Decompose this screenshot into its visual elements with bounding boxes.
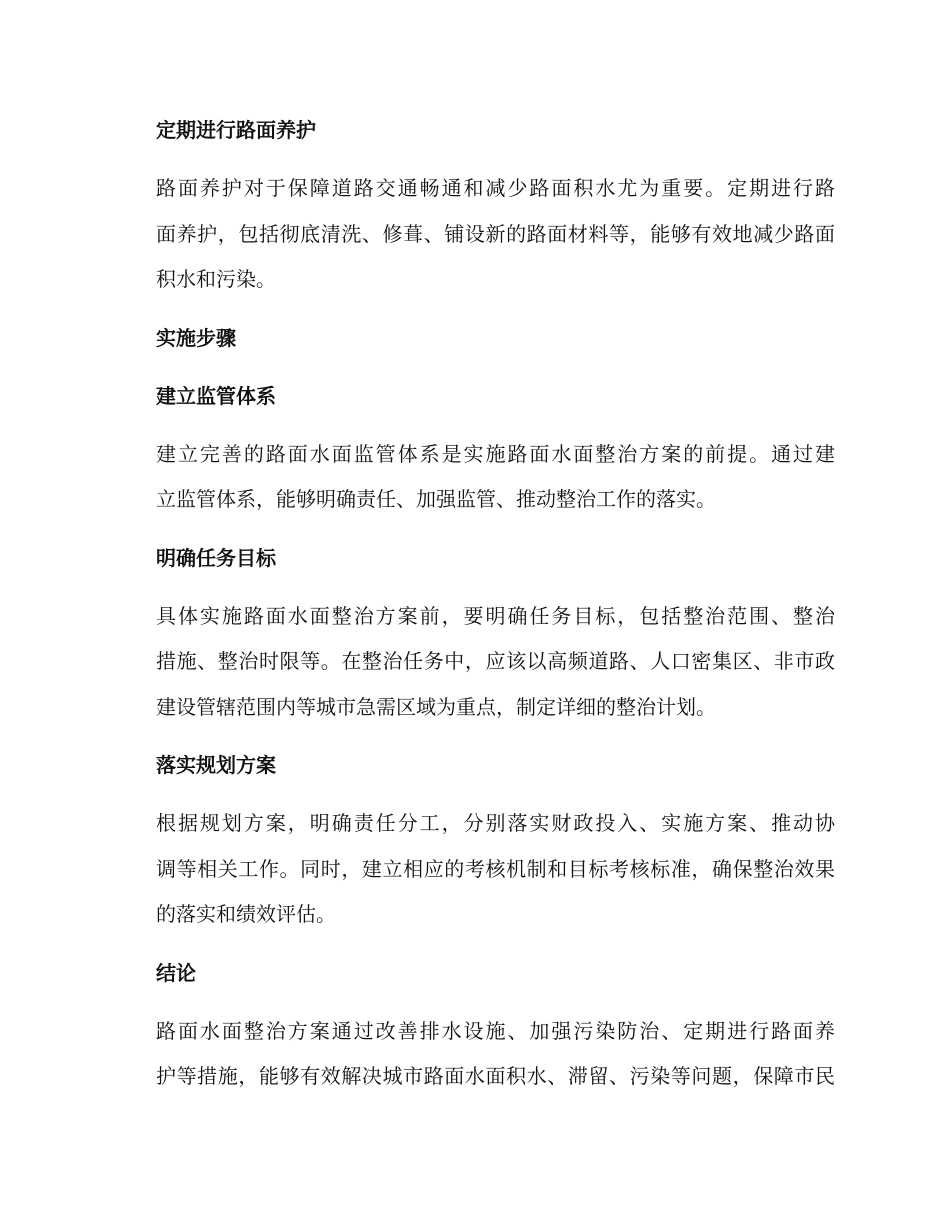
- paragraph-line: 路面水面整治方案通过改善排水设施、加强污染防治、定期进行路面养: [156, 1018, 835, 1043]
- paragraph-line: 面养护，包括彻底清洗、修葺、铺设新的路面材料等，能够有效地减少路面: [156, 221, 835, 246]
- body-paragraph: [113, 801, 835, 938]
- paragraph-line: 立监管体系，能够明确责任、加强监管、推动整治工作的落实。: [156, 487, 716, 511]
- paragraph-line: 建立完善的路面水面监管体系是实施路面水面整治方案的前提。通过建: [156, 441, 835, 466]
- body-paragraph: [113, 1009, 835, 1100]
- paragraph-line: 路面养护对于保障道路交通畅通和减少路面积水尤为重要。定期进行路: [156, 176, 835, 200]
- subsection-heading: 明确任务目标: [156, 545, 276, 570]
- subsection-heading: 落实规划方案: [156, 753, 276, 777]
- section-heading: 结论: [156, 960, 196, 985]
- body-paragraph: [113, 432, 835, 523]
- subsection-heading: 建立监管体系: [156, 383, 276, 408]
- document-body: [113, 108, 835, 1113]
- paragraph-line: 护等措施，能够有效解决城市路面水面积水、滞留、污染等问题，保障市民: [156, 1064, 835, 1088]
- paragraph-line: 具体实施路面水面整治方案前，要明确任务目标，包括整治范围、整治: [156, 603, 835, 628]
- paragraph-line: 措施、整治时限等。在整治任务中，应该以高频道路、人口密集区、非市政: [156, 649, 835, 673]
- paragraph-line: 根据规划方案，明确责任分工，分别落实财政投入、实施方案、推动协: [156, 811, 835, 835]
- paragraph-line: 积水和污染。: [156, 267, 276, 291]
- body-paragraph: [113, 594, 835, 731]
- paragraph-line: 的落实和绩效评估。: [156, 902, 336, 926]
- paragraph-line: 调等相关工作。同时，建立相应的考核机制和目标考核标准，确保整治效果: [156, 856, 835, 881]
- paragraph-line: 建设管辖范围内等城市急需区域为重点，制定详细的整治计划。: [156, 694, 716, 719]
- section-heading: 定期进行路面养护: [156, 118, 316, 142]
- body-paragraph: [113, 166, 835, 303]
- section-heading: 实施步骤: [156, 325, 236, 350]
